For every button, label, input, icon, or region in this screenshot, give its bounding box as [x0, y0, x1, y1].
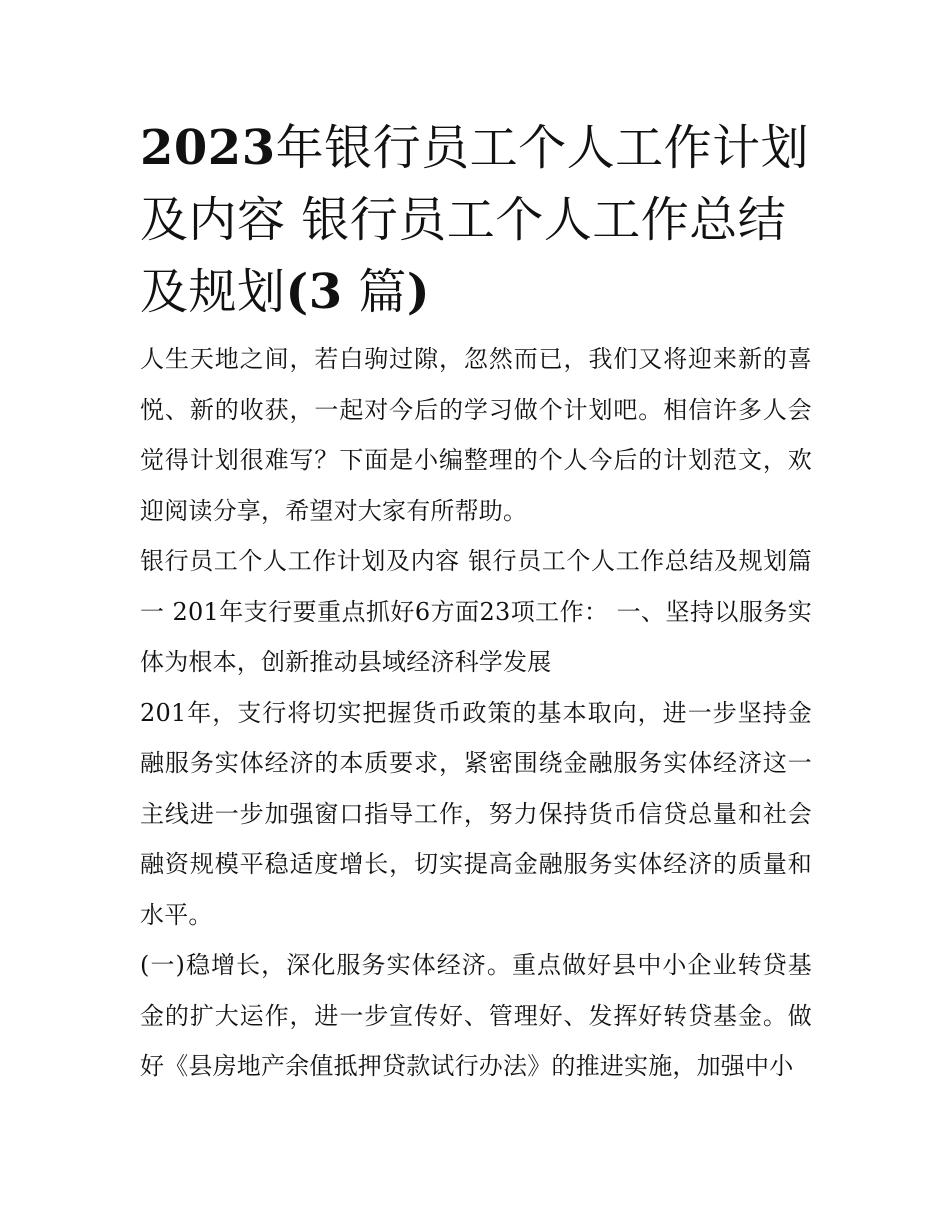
growth-paragraph: (一)稳增长，深化服务实体经济。重点做好县中小企业转贷基金的扩大运作，进一步宣传好、管理好、发挥好转贷基金。做好《县房地产余值抵押贷款试行办法》的推进实施，加强中小: [140, 951, 812, 1080]
title-count-unit: 篇: [358, 264, 407, 320]
title-close-paren: ): [406, 264, 431, 320]
title-year: 2023: [140, 120, 276, 176]
title-line1-text: 年银行员工个人工作计划: [275, 120, 810, 176]
title-line3-text: 及规划: [140, 264, 286, 320]
policy-paragraph: 201年，支行将切实把握货币政策的基本取向，进一步坚持金融服务实体经济的本质要求，紧密围绕金融服务实体经济这一主线进一步加强窗口指导工作，努力保持货币信贷总量和社会融资规模平稳适度增长，切实提高金融服务实体经济的质量和水平。: [140, 698, 812, 929]
section-heading-paragraph: 银行员工个人工作计划及内容 银行员工个人工作总结及规划篇一 201年支行要重点抓好6方面23项工作： 一、坚持以服务实体为根本，创新推动县域经济科学发展: [140, 547, 812, 676]
title-count: (3: [285, 264, 343, 320]
title-line2: 及内容 银行员工个人工作总结: [140, 192, 787, 248]
intro-paragraph: 人生天地之间，若白驹过隙，忽然而已，我们又将迎来新的喜悦、新的收获，一起对今后的学习做个计划吧。相信许多人会觉得计划很难写？下面是小编整理的个人今后的计划范文，欢迎阅读分享，希望对大家有所帮助。: [140, 345, 812, 525]
document-page: [140, 112, 812, 1092]
document-title: [140, 112, 812, 328]
